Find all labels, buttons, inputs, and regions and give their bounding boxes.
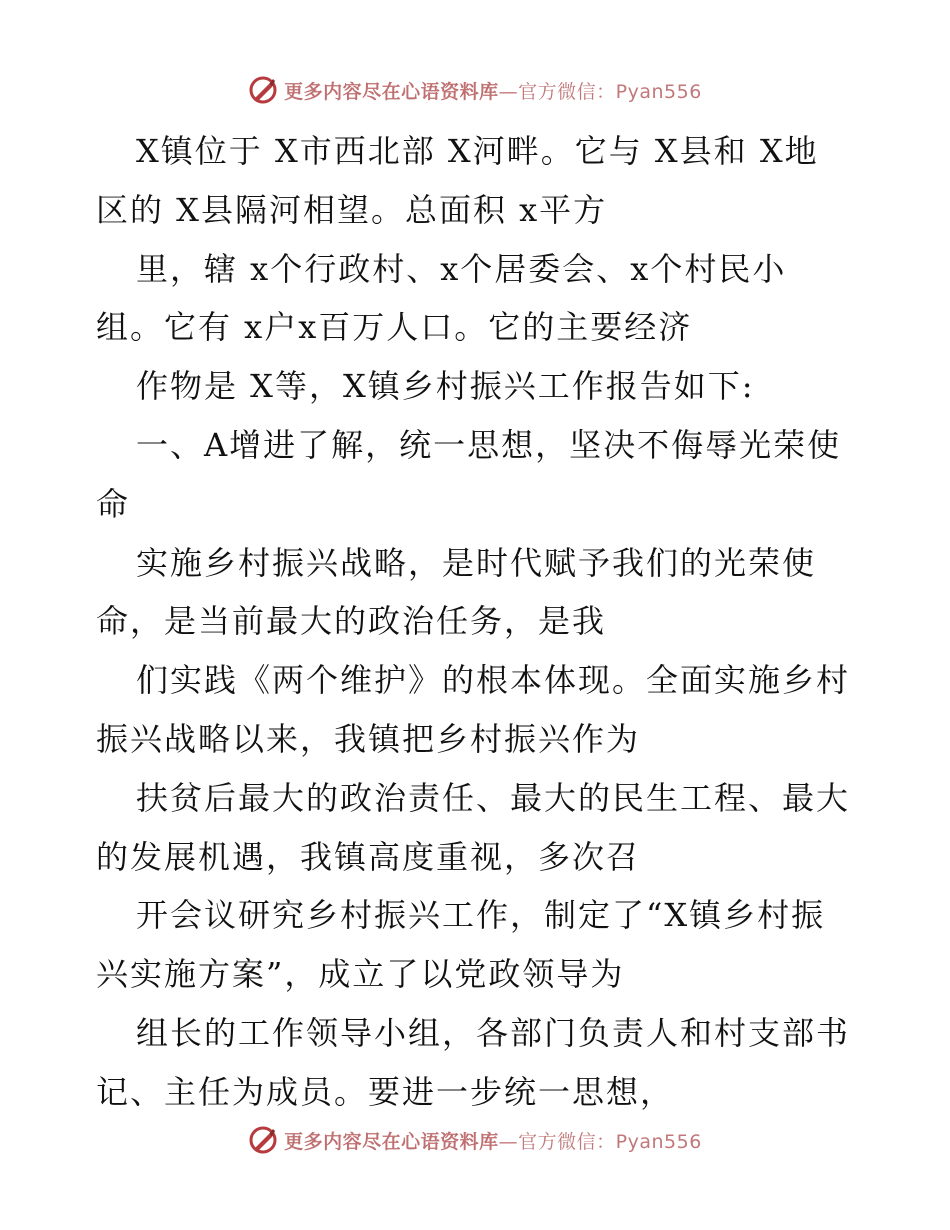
document-body bbox=[96, 122, 866, 1122]
banner-text bbox=[284, 1127, 702, 1154]
body-line: 组长的工作领导小组，各部门负责人和村支部书 bbox=[136, 1013, 851, 1052]
quill-pen-logo-icon bbox=[248, 75, 278, 105]
body-line: X镇位于 X市西北部 X河畔。它与 X县和 X地 bbox=[136, 132, 819, 170]
banner-main-text: 更多内容尽在心语资料库 bbox=[284, 1130, 499, 1153]
banner-main-text: 更多内容尽在心语资料库 bbox=[284, 80, 499, 103]
body-line: 开会议研究乡村振兴工作，制定了“X镇乡村振 bbox=[136, 896, 826, 935]
body-line: 兴实施方案”，成立了以党政领导为 bbox=[96, 955, 625, 994]
section-heading-continued: 命 bbox=[96, 484, 131, 523]
body-line: 里，辖 x个行政村、x个居委会、x个村民小 bbox=[136, 249, 787, 288]
banner-dash: — bbox=[498, 80, 519, 103]
banner-dash: — bbox=[498, 1130, 519, 1153]
section-heading: 一、A增进了解，统一思想，坚决不侮辱光荣使 bbox=[136, 425, 842, 464]
body-line: 记、主任为成员。要进一步统一思想， bbox=[96, 1072, 675, 1111]
banner-tail-text: 官方微信：Pyan556 bbox=[518, 1130, 702, 1153]
body-line: 组。它有 x户x百万人口。它的主要经济 bbox=[96, 308, 693, 347]
body-line: 们实践《两个维护》的根本体现。全面实施乡村 bbox=[136, 661, 851, 700]
body-line: 作物是 X等，X镇乡村振兴工作报告如下: bbox=[136, 367, 755, 406]
banner-tail-text: 官方微信：Pyan556 bbox=[518, 80, 702, 103]
body-line: 区的 X县隔河相望。总面积 x平方 bbox=[96, 190, 608, 229]
footer-watermark-banner bbox=[0, 1122, 950, 1158]
body-line: 扶贫后最大的政治责任、最大的民生工程、最大 bbox=[136, 778, 851, 817]
quill-pen-logo-icon bbox=[248, 1125, 278, 1155]
body-line: 命，是当前最大的政治任务，是我 bbox=[96, 602, 607, 641]
banner-text bbox=[284, 77, 702, 104]
body-line: 实施乡村振兴战略，是时代赋予我们的光荣使 bbox=[136, 543, 817, 582]
body-line: 振兴战略以来，我镇把乡村振兴作为 bbox=[96, 719, 641, 758]
body-line: 的发展机遇，我镇高度重视，多次召 bbox=[96, 837, 641, 876]
header-watermark-banner bbox=[0, 72, 950, 108]
